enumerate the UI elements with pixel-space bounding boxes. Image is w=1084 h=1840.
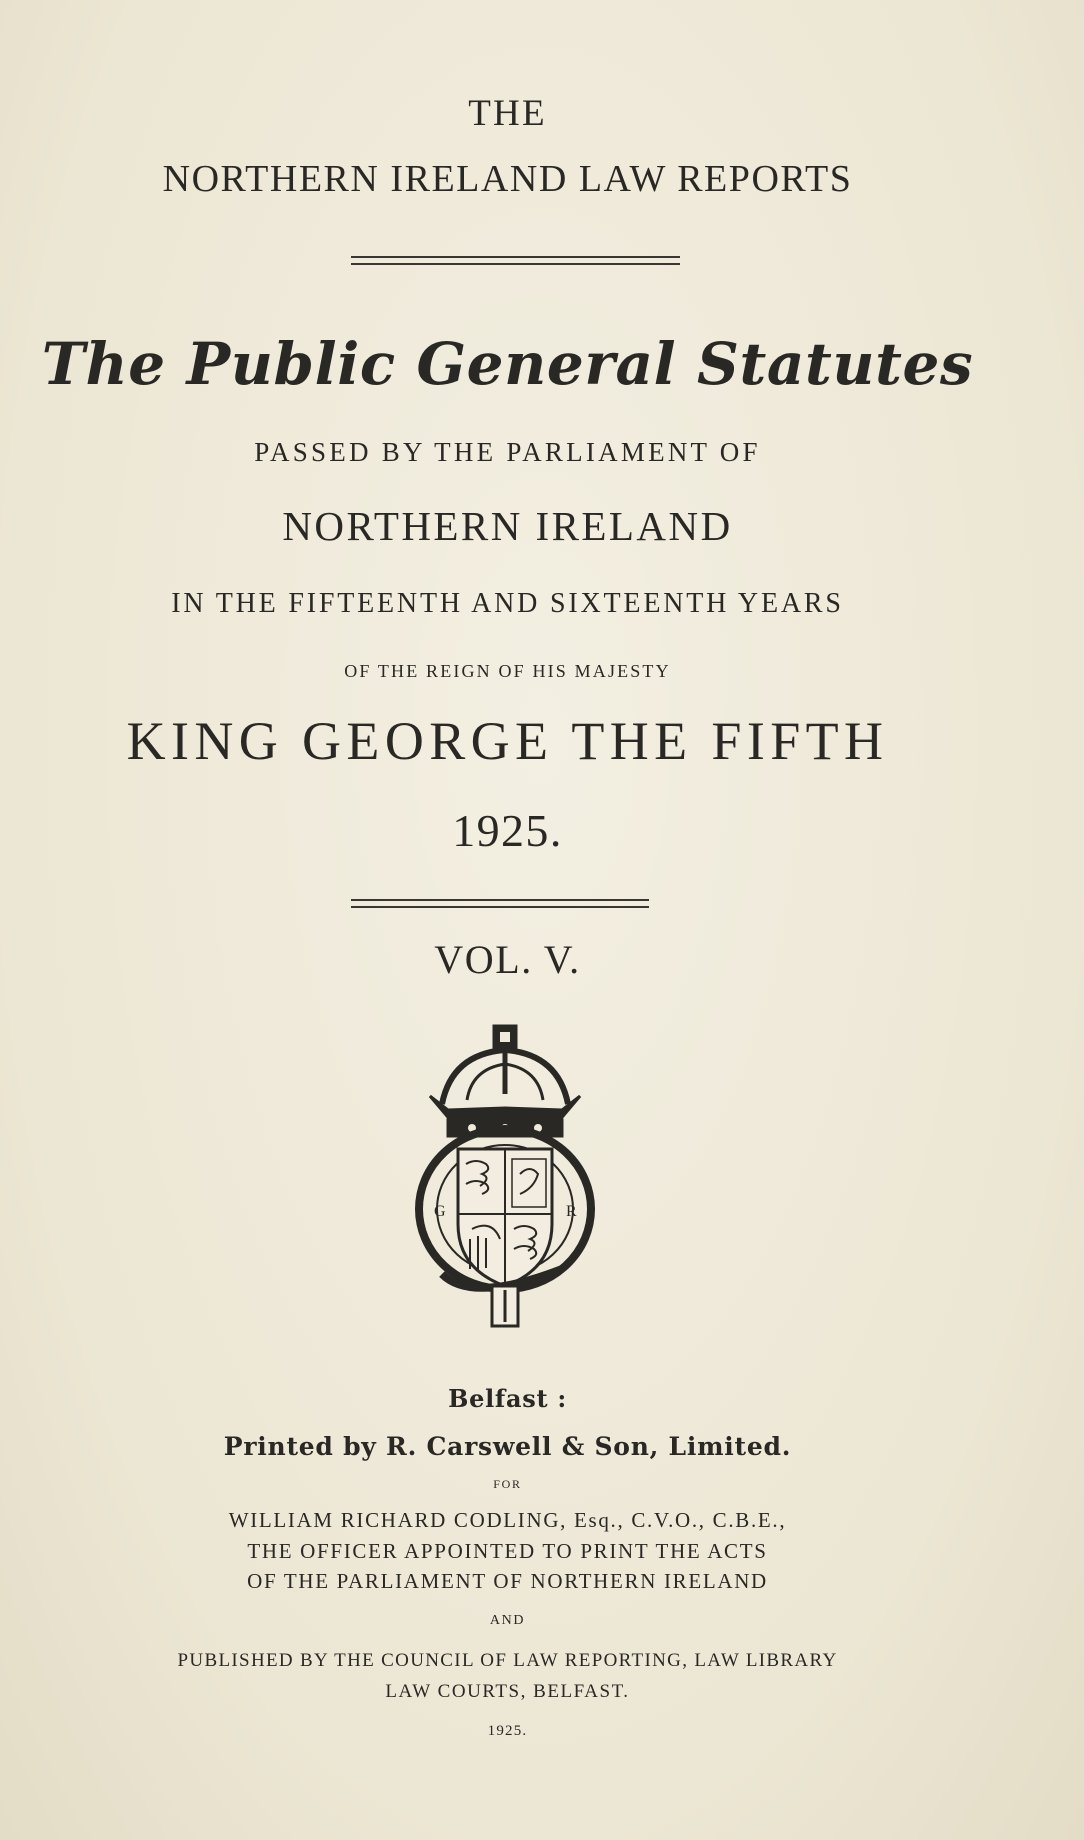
double-rule-top xyxy=(351,256,680,265)
passed-by-line: PASSED BY THE PARLIAMENT OF xyxy=(254,437,761,467)
main-title: The Public General Statutes xyxy=(41,330,974,398)
parliament-name: NORTHERN IRELAND xyxy=(282,503,733,549)
volume-number: VOL. V. xyxy=(434,937,581,982)
agent-line-3: OF THE PARLIAMENT OF NORTHERN IRELAND xyxy=(247,1569,768,1593)
series-title-line2: NORTHERN IRELAND LAW REPORTS xyxy=(162,158,853,200)
publisher-line-2: LAW COURTS, BELFAST. xyxy=(385,1681,630,1702)
royal-coat-of-arms-icon xyxy=(412,1024,598,1330)
imprint-date: 1925. xyxy=(487,1723,528,1739)
regnal-years: IN THE FIFTEENTH AND SIXTEENTH YEARS xyxy=(171,588,844,619)
agent-line-1: WILLIAM RICHARD CODLING, Esq., C.V.O., C.B.E., xyxy=(228,1508,787,1532)
publisher-line-1: PUBLISHED BY THE COUNCIL OF LAW REPORTING, LAW LIBRARY xyxy=(177,1650,838,1671)
reign-line: OF THE REIGN OF HIS MAJESTY xyxy=(344,661,671,681)
publication-year: 1925. xyxy=(452,805,563,856)
imprint-for: FOR xyxy=(493,1477,522,1491)
series-title-line1: THE xyxy=(468,93,547,134)
crest-initial-left: G xyxy=(434,1203,446,1220)
monarch-name: KING GEORGE THE FIFTH xyxy=(126,711,889,771)
imprint-printer: Printed by R. Carswell & Son, Limited. xyxy=(223,1432,792,1461)
imprint-place: Belfast : xyxy=(448,1384,567,1413)
double-rule-bottom xyxy=(351,899,649,908)
imprint-and: AND xyxy=(489,1613,526,1628)
crest-initial-right: R xyxy=(566,1203,577,1220)
agent-line-2: THE OFFICER APPOINTED TO PRINT THE ACTS xyxy=(247,1539,768,1563)
